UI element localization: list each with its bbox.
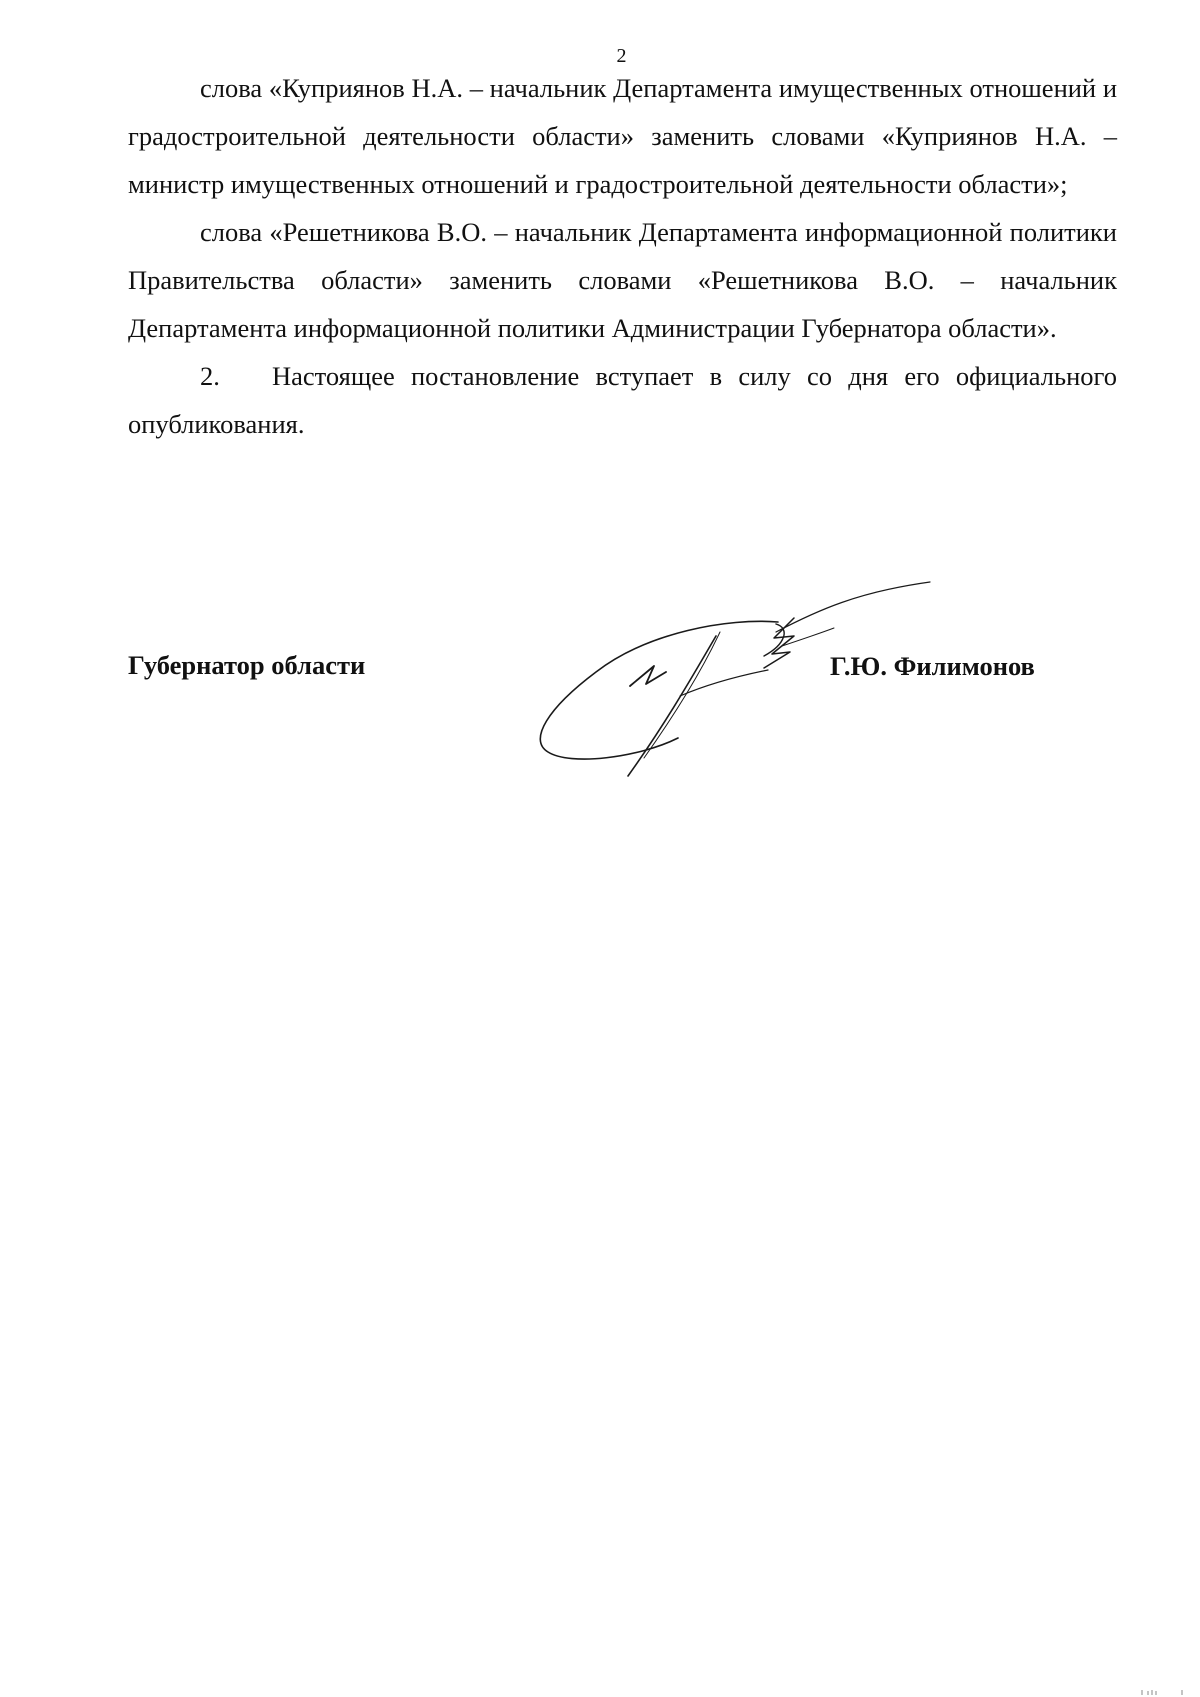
handwritten-signature-icon (528, 580, 948, 780)
item-text: Настоящее постановление вступает в силу со дня его официального опубликования. (128, 361, 1117, 439)
paragraph-kupriyanov: слова «Куприянов Н.А. – начальник Департамента имущественных отношений и градостроительной деятельности области» заменить словами «Куприянов Н.А. – министр имущественных отношений и градостроительной деятельности области»; (128, 73, 1117, 199)
item-number: 2. (200, 361, 220, 391)
scan-artifact-icon (1072, 1689, 1192, 1695)
page-number: 2 (616, 45, 627, 67)
document-body (128, 64, 1117, 448)
numbered-item-2 (128, 352, 1117, 448)
paragraph-reshetnikova: слова «Решетникова В.О. – начальник Департамента информационной политики Правительства области» заменить словами «Решетникова В.О. – начальник Департамента информационной политики Администрации Губернатора области». (128, 217, 1117, 343)
signatory-title: Губернатор области (128, 650, 366, 680)
signatory-name: Г.Ю. Филимонов (830, 651, 1035, 681)
